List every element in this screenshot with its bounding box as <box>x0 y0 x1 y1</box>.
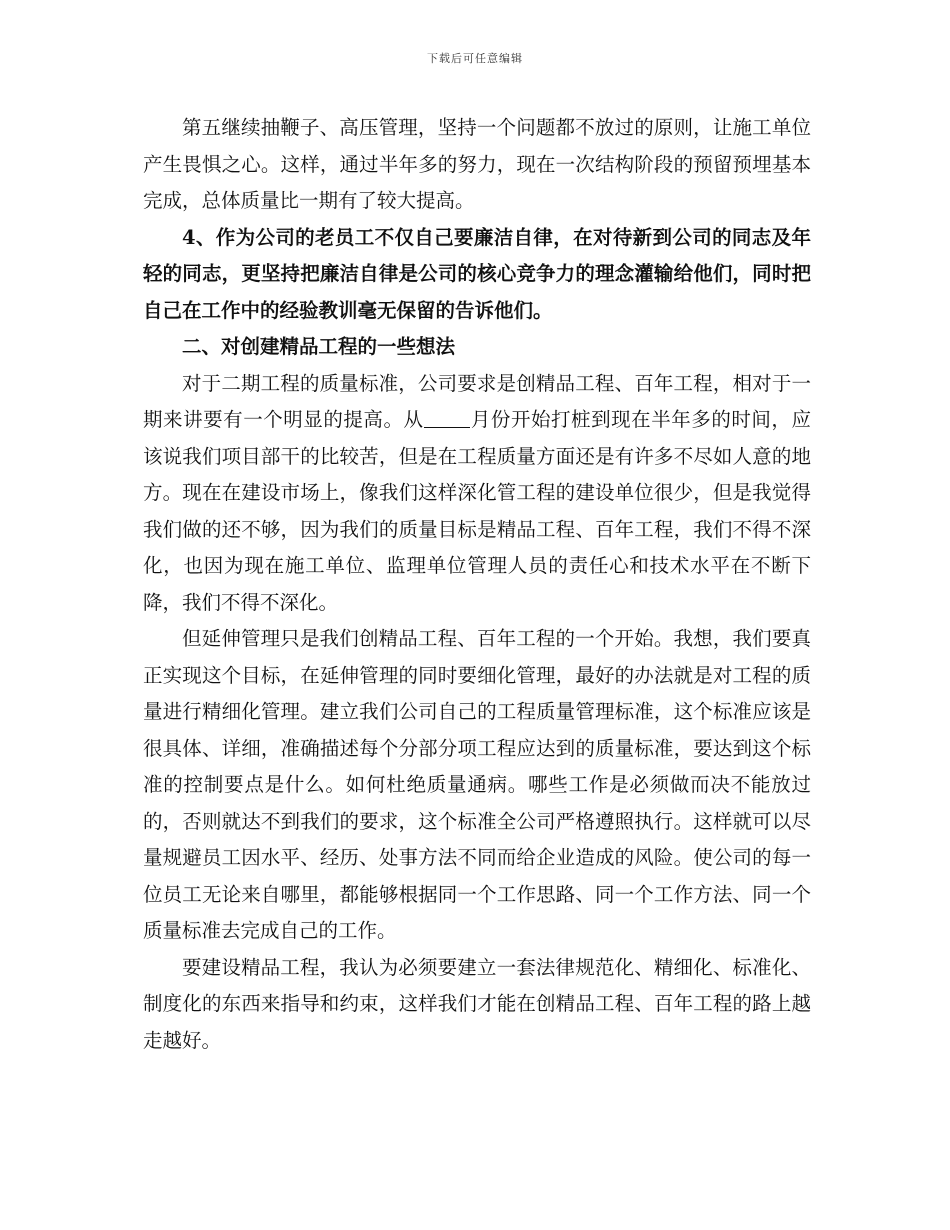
paragraph-point-4: 4、作为公司的老员工不仅自己要廉洁自律，在对待新到公司的同志及年轻的同志，更坚持把廉洁自律是公司的核心竞争力的理念灌输给他们，同时把自己在工作中的经验教训毫无保留的告诉他们。 <box>143 225 811 322</box>
paragraph-quality-standard-part2: 月份开始打桩到现在半年多的时间，应该说我们项目部干的比较苦，但是在工程质量方面还是有许多不尽如人意的地方。现在在建设市场上，像我们这样深化管工程的建设单位很少，但是我觉得我们做的还不够，因为我们的质量目标是精品工程、百年工程，我们不得不深化，也因为现在施工单位、监理单位管理人员的责任心和技术水平在不断下降，我们不得不深化。 <box>143 408 811 614</box>
paragraph-conclusion: 要建设精品工程，我认为必须要建立一套法律规范化、精细化、标准化、制度化的东西来指导和约束，这样我们才能在创精品工程、百年工程的路上越走越好。 <box>143 955 811 1052</box>
section-heading-2: 二、对创建精品工程的一些想法 <box>182 335 456 358</box>
document-body <box>143 110 811 1059</box>
month-blank <box>424 408 471 429</box>
page-header: 下载后可任意编辑 <box>427 52 523 65</box>
paragraph-extended-management: 但延伸管理只是我们创精品工程、百年工程的一个开始。我想，我们要真正实现这个目标，在延伸管理的同时要细化管理，最好的办法就是对工程的质量进行精细化管理。建立我们公司自己的工程质量管理标准，这个标准应该是很具体、详细，准确描述每个分部分项工程应达到的质量标准，要达到这个标准的控制要点是什么。如何杜绝质量通病。哪些工作是必须做而决不能放过的，否则就达不到我们的要求，这个标准全公司严格遵照执行。这样就可以尽量规避员工因水平、经历、处事方法不同而给企业造成的风险。使公司的每一位员工无论来自哪里，都能够根据同一个工作思路、同一个工作方法、同一个质量标准去完成自己的工作。 <box>143 627 811 942</box>
paragraph-quality-standard <box>143 366 811 622</box>
paragraph-fifth-point: 第五继续抽鞭子、高压管理，坚持一个问题都不放过的原则，让施工单位产生畏惧之心。这样，通过半年多的努力，现在一次结构阶段的预留预埋基本完成，总体质量比一期有了较大提高。 <box>143 116 811 212</box>
paragraph-quality-standard-part1: 对于二期工程的质量标准，公司要求是创精品工程、百年工程，相对于一期来讲要有一个明显的提高。从 <box>143 371 811 431</box>
